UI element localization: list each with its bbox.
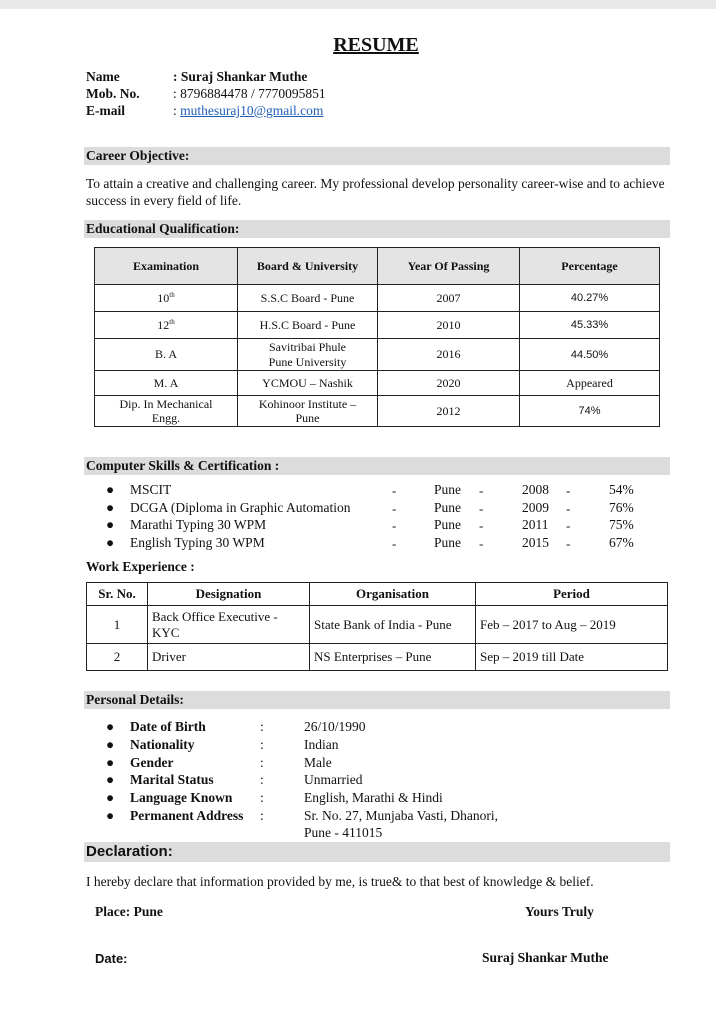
- edu-board: S.S.C Board - Pune: [238, 285, 378, 312]
- bullet-icon: ●: [106, 737, 115, 752]
- edu-year: 2020: [378, 371, 520, 396]
- edu-year: 2007: [378, 285, 520, 312]
- bullet-icon: ●: [106, 535, 115, 550]
- personal-colon: :: [260, 772, 264, 787]
- skill-year: 2011: [522, 517, 549, 532]
- table-row: [95, 312, 660, 339]
- edu-header-examination: Examination: [95, 248, 238, 285]
- skill-percentage: 67%: [609, 535, 634, 550]
- personal-value: English, Marathi & Hindi: [304, 790, 443, 805]
- personal-value: Pune - 411015: [304, 825, 383, 840]
- table-row: [95, 285, 660, 312]
- personal-label: Language Known: [130, 790, 233, 805]
- skill-place: Pune: [434, 517, 461, 532]
- personal-value: 26/10/1990: [304, 719, 366, 734]
- skill-percentage: 75%: [609, 517, 634, 532]
- skill-dash: -: [392, 536, 397, 551]
- education-table: [94, 247, 660, 427]
- personal-value: Unmarried: [304, 772, 363, 787]
- table-row: [95, 371, 660, 396]
- yours-truly: Yours Truly: [525, 904, 594, 919]
- work-organisation: State Bank of India - Pune: [310, 606, 476, 644]
- top-bar: [0, 0, 716, 9]
- personal-label: Permanent Address: [130, 808, 244, 823]
- email-link[interactable]: muthesuraj10@gmail.com: [180, 103, 324, 118]
- name-label: Name: [86, 69, 120, 84]
- declaration-text: I hereby declare that information provided by me, is true& to that best of knowledge & belief.: [86, 874, 594, 889]
- table-row: [87, 644, 668, 671]
- edu-header-board: Board & University: [238, 248, 378, 285]
- skill-name: DCGA (Diploma in Graphic Automation: [130, 500, 351, 515]
- work-header-organisation: Organisation: [310, 583, 476, 606]
- skill-dash: -: [392, 518, 397, 533]
- email-prefix: :: [173, 103, 181, 118]
- skill-place: Pune: [434, 482, 461, 497]
- edu-exam: B. A: [95, 339, 238, 371]
- email-field: [173, 103, 323, 119]
- work-period: Sep – 2019 till Date: [476, 644, 668, 671]
- bullet-icon: ●: [106, 808, 115, 823]
- edu-board: H.S.C Board - Pune: [238, 312, 378, 339]
- edu-percentage: 45.33%: [520, 312, 660, 339]
- mobile-label: Mob. No.: [86, 86, 140, 101]
- edu-exam: M. A: [95, 371, 238, 396]
- skill-dash: -: [479, 518, 484, 533]
- edu-header-percentage: Percentage: [520, 248, 660, 285]
- skill-percentage: 54%: [609, 482, 634, 497]
- education-header-row: [95, 248, 660, 285]
- skill-year: 2008: [522, 482, 549, 497]
- edu-year: 2010: [378, 312, 520, 339]
- bullet-icon: ●: [106, 719, 115, 734]
- table-row: [95, 396, 660, 427]
- declaration-heading: Declaration:: [84, 842, 670, 862]
- edu-exam: Dip. In Mechanical Engg.: [95, 396, 238, 427]
- work-heading: Work Experience :: [86, 559, 195, 574]
- page-title: RESUME: [333, 34, 419, 56]
- edu-percentage: Appeared: [520, 371, 660, 396]
- work-header-sr: Sr. No.: [87, 583, 148, 606]
- personal-value: Sr. No. 27, Munjaba Vasti, Dhanori,: [304, 808, 498, 823]
- personal-label: Marital Status: [130, 772, 214, 787]
- skill-dash: -: [392, 483, 397, 498]
- skill-place: Pune: [434, 535, 461, 550]
- date-label: Date:: [95, 951, 128, 966]
- work-sr: 2: [87, 644, 148, 671]
- skill-place: Pune: [434, 500, 461, 515]
- personal-heading: Personal Details:: [84, 691, 670, 709]
- work-table: [86, 582, 668, 671]
- edu-board: YCMOU – Nashik: [238, 371, 378, 396]
- personal-colon: :: [260, 790, 264, 805]
- bullet-icon: ●: [106, 772, 115, 787]
- skill-dash: -: [479, 483, 484, 498]
- skill-year: 2015: [522, 535, 549, 550]
- work-period: Feb – 2017 to Aug – 2019: [476, 606, 668, 644]
- mobile-value: : 8796884478 / 7770095851: [173, 86, 326, 101]
- edu-percentage: 40.27%: [520, 285, 660, 312]
- skill-dash: -: [566, 518, 571, 533]
- bullet-icon: ●: [106, 517, 115, 532]
- personal-label: Date of Birth: [130, 719, 206, 734]
- skill-dash: -: [566, 501, 571, 516]
- work-header-row: [87, 583, 668, 606]
- edu-year: 2012: [378, 396, 520, 427]
- skill-name: English Typing 30 WPM: [130, 535, 265, 550]
- edu-board: Savitribai Phule Pune University: [238, 339, 378, 371]
- career-text: To attain a creative and challenging career. My professional develop personality career-wise and to achieve success in every field of life.: [86, 176, 665, 208]
- skill-year: 2009: [522, 500, 549, 515]
- edu-header-year: Year Of Passing: [378, 248, 520, 285]
- personal-value: Male: [304, 755, 332, 770]
- work-sr: 1: [87, 606, 148, 644]
- personal-label: Gender: [130, 755, 174, 770]
- edu-percentage: 74%: [520, 396, 660, 427]
- personal-colon: :: [260, 755, 264, 770]
- personal-value: Indian: [304, 737, 339, 752]
- edu-year: 2016: [378, 339, 520, 371]
- skill-percentage: 76%: [609, 500, 634, 515]
- skill-dash: -: [392, 501, 397, 516]
- skills-heading: Computer Skills & Certification :: [84, 457, 670, 475]
- bullet-icon: ●: [106, 790, 115, 805]
- skill-name: Marathi Typing 30 WPM: [130, 517, 267, 532]
- work-header-designation: Designation: [148, 583, 310, 606]
- work-header-period: Period: [476, 583, 668, 606]
- skill-dash: -: [479, 536, 484, 551]
- edu-exam: 10th: [95, 285, 238, 312]
- bullet-icon: ●: [106, 482, 115, 497]
- bullet-icon: ●: [106, 500, 115, 515]
- personal-label: Nationality: [130, 737, 195, 752]
- table-row: [95, 339, 660, 371]
- personal-colon: :: [260, 737, 264, 752]
- skill-dash: -: [566, 483, 571, 498]
- skill-dash: -: [479, 501, 484, 516]
- skill-dash: -: [566, 536, 571, 551]
- signature-name: Suraj Shankar Muthe: [482, 950, 609, 965]
- edu-board: Kohinoor Institute – Pune: [238, 396, 378, 427]
- personal-colon: :: [260, 719, 264, 734]
- place-label: Place: Pune: [95, 904, 163, 919]
- skill-name: MSCIT: [130, 482, 172, 497]
- education-heading: Educational Qualification:: [84, 220, 670, 238]
- career-heading: Career Objective:: [84, 147, 670, 165]
- work-designation: Driver: [148, 644, 310, 671]
- work-designation: Back Office Executive - KYC: [148, 606, 310, 644]
- personal-colon: :: [260, 808, 264, 823]
- edu-percentage: 44.50%: [520, 339, 660, 371]
- name-value: : Suraj Shankar Muthe: [173, 69, 308, 84]
- email-label: E-mail: [86, 103, 125, 118]
- bullet-icon: ●: [106, 755, 115, 770]
- edu-exam: 12th: [95, 312, 238, 339]
- table-row: [87, 606, 668, 644]
- work-organisation: NS Enterprises – Pune: [310, 644, 476, 671]
